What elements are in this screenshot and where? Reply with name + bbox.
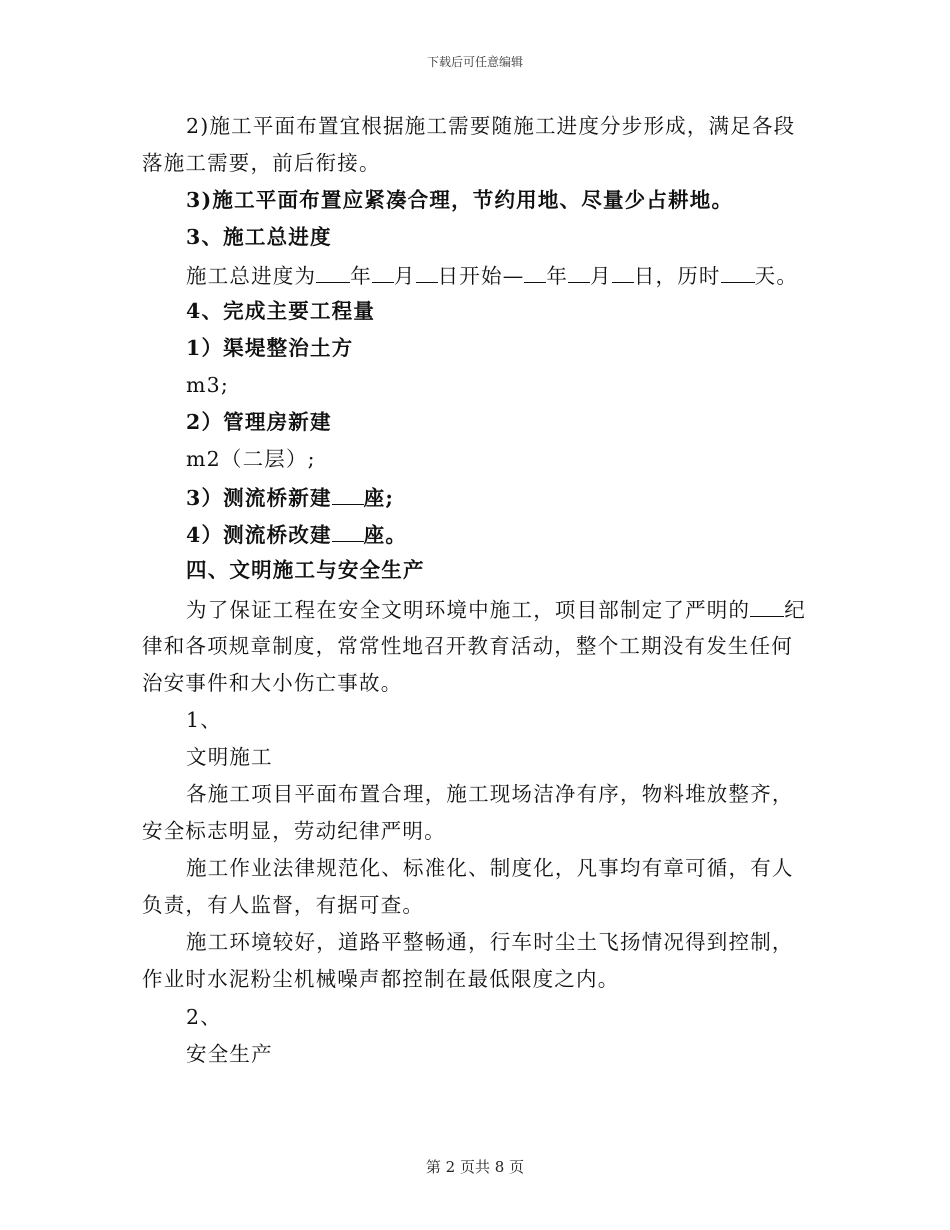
page-header: 下载后可任意编辑 [426,55,523,69]
list-item-label: 3）测流桥新建 [186,486,332,510]
paragraph-line: 落施工需要，前后衔接。 [142,151,381,175]
schedule-line [186,262,798,288]
schedule-month2: 月 [590,264,612,288]
paragraph-line: 治安事件和大小伤亡事故。 [142,671,403,695]
paragraph-line: 安全标志明显，劳动纪律严明。 [142,819,446,843]
paragraph-line: 3)施工平面布置应紧凑合理，节约用地、尽量少占耕地。 [186,188,734,212]
subsection-number: 1、 [186,708,222,732]
blank-field [721,262,755,283]
section-heading: 四、文明施工与安全生产 [186,558,425,582]
schedule-day1: 日开始— [437,264,525,288]
paragraph-line: 施工环境较好，道路平整畅通，行车时尘土飞扬情况得到控制， [186,930,794,954]
blank-field [332,484,364,505]
blank-field [372,262,394,283]
list-item [186,521,407,547]
list-item-suffix: 座。 [363,523,408,547]
list-item-suffix: 座; [363,486,395,510]
subsection-number: 2、 [186,1005,222,1029]
paragraph-line [186,596,806,622]
paragraph-line: 负责，有人监督，有据可查。 [142,893,425,917]
schedule-day2: 日，历时 [633,264,721,288]
blank-field [750,596,784,617]
section-heading: 3、施工总进度 [186,225,332,249]
blank-field [524,262,546,283]
schedule-year1: 年 [350,264,372,288]
paragraph-text: 纪 [784,598,806,622]
list-item [186,484,394,510]
paragraph-line: 各施工项目平面布置合理，施工现场洁净有序，物料堆放整齐， [186,782,794,806]
schedule-days: 天。 [754,264,799,288]
blank-field [316,262,350,283]
list-item: 1）渠堤整治土方 [186,336,354,360]
list-item-value: m3; [186,373,229,397]
section-heading: 4、完成主要工程量 [186,299,376,323]
blank-field [332,521,364,542]
paragraph-line: 作业时水泥粉尘机械噪声都控制在最低限度之内。 [142,967,620,991]
paragraph-line: 2)施工平面布置宜根据施工需要随施工进度分步形成，满足各段 [186,114,796,138]
paragraph-text: 为了保证工程在安全文明环境中施工，项目部制定了严明的 [186,598,751,622]
paragraph-line: 施工作业法律规范化、标准化、制度化，凡事均有章可循，有人 [186,856,794,880]
page-footer: 第 2 页共 8 页 [425,1158,525,1176]
blank-field [416,262,438,283]
subsection-title: 安全生产 [186,1042,273,1066]
schedule-month1: 月 [393,264,416,288]
list-item-value: m2（二层）; [186,447,316,471]
list-item: 2）管理房新建 [186,410,332,434]
paragraph-line: 律和各项规章制度，常常性地召开教育活动，整个工期没有发生任何 [142,634,793,658]
list-item-label: 4）测流桥改建 [186,523,332,547]
blank-field [568,262,590,283]
schedule-prefix: 施工总进度为 [186,264,317,288]
subsection-title: 文明施工 [186,745,273,769]
blank-field [612,262,634,283]
schedule-year2: 年 [546,264,569,288]
